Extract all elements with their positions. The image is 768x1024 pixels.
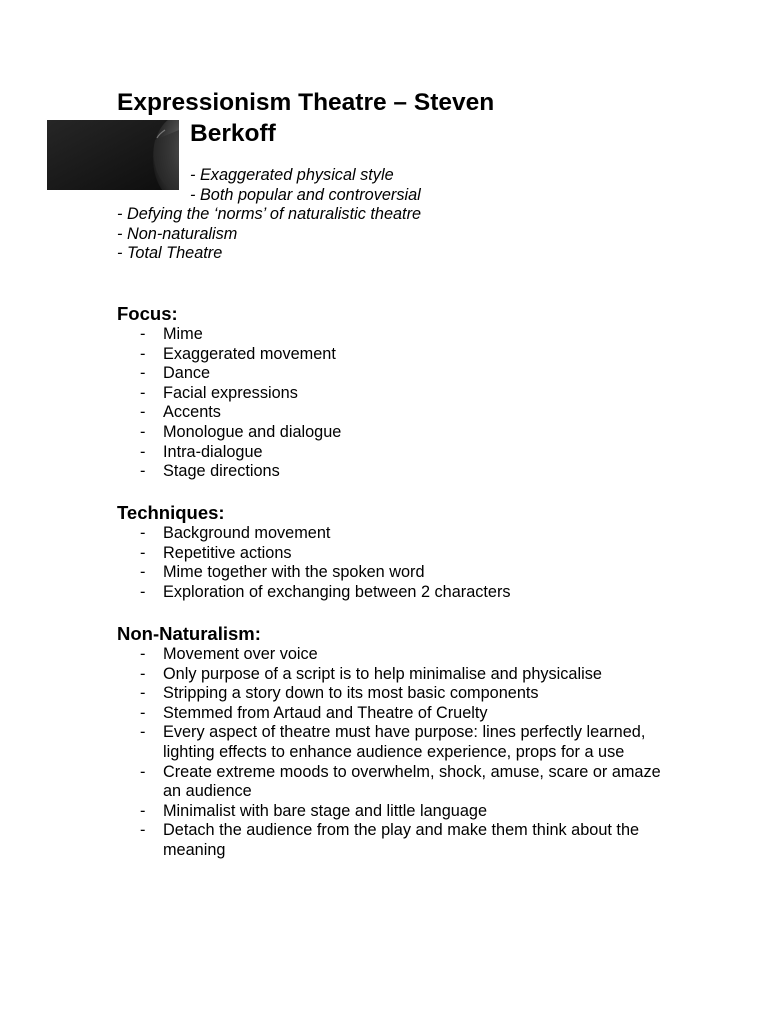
bullet-marker: - bbox=[140, 703, 146, 722]
list-item-text: Stage directions bbox=[163, 462, 280, 481]
list-item bbox=[0, 462, 663, 482]
list-item-text: Background movement bbox=[163, 524, 331, 542]
list-item-text: Exaggerated movement bbox=[163, 344, 336, 363]
bullet-marker: - bbox=[140, 801, 146, 820]
bullet-marker: - bbox=[140, 582, 146, 601]
list-item bbox=[0, 384, 663, 404]
intro-line: - Defying the ‘norms’ of naturalistic theatre bbox=[117, 205, 422, 223]
list-item bbox=[0, 524, 663, 544]
bullet-marker: - bbox=[140, 684, 146, 703]
list-item-text: Mime bbox=[163, 325, 203, 343]
focus-list bbox=[0, 325, 663, 482]
bullet-marker: - bbox=[140, 442, 146, 461]
document-title-continued: Berkoff bbox=[190, 120, 276, 147]
bullet-marker: - bbox=[140, 723, 146, 742]
list-item-text: Detach the audience from the play and make them think about the meaning bbox=[163, 821, 640, 859]
bullet-marker: - bbox=[140, 821, 146, 840]
list-item-text: Create extreme moods to overwhelm, shock, amuse, scare or amaze an audience bbox=[163, 762, 661, 801]
intro-line: - Total Theatre bbox=[117, 244, 223, 262]
list-item bbox=[0, 563, 663, 583]
list-item-text: Stripping a story down to its most basic components bbox=[163, 684, 539, 703]
intro-line: - Non-naturalism bbox=[117, 225, 238, 243]
list-item bbox=[0, 763, 663, 802]
list-item-text: Only purpose of a script is to help minimalise and physicalise bbox=[163, 664, 602, 683]
list-item-text: Mime together with the spoken word bbox=[163, 563, 425, 582]
portrait-photo bbox=[47, 120, 179, 190]
list-item-text: Minimalist with bare stage and little language bbox=[163, 801, 487, 820]
list-item bbox=[0, 325, 663, 345]
non-naturalism-list bbox=[0, 645, 663, 861]
non-naturalism-heading: Non-Naturalism: bbox=[117, 623, 261, 644]
list-item bbox=[0, 345, 663, 365]
list-item-text: Movement over voice bbox=[163, 645, 318, 663]
intro-line: - Both popular and controversial bbox=[190, 186, 421, 204]
list-item-text: Facial expressions bbox=[163, 383, 298, 402]
bullet-marker: - bbox=[140, 403, 146, 422]
portrait-image bbox=[47, 120, 179, 190]
list-item bbox=[0, 665, 663, 685]
list-item bbox=[0, 443, 663, 463]
list-item-text: Exploration of exchanging between 2 characters bbox=[163, 582, 511, 601]
techniques-heading: Techniques: bbox=[117, 502, 225, 523]
list-item-text: Monologue and dialogue bbox=[163, 422, 342, 441]
list-item bbox=[0, 583, 663, 603]
list-item bbox=[0, 364, 663, 384]
list-item bbox=[0, 723, 663, 762]
list-item bbox=[0, 821, 663, 860]
list-item-text: Stemmed from Artaud and Theatre of Cruelty bbox=[163, 703, 488, 722]
bullet-marker: - bbox=[140, 422, 146, 441]
list-item bbox=[0, 544, 663, 564]
bullet-marker: - bbox=[140, 664, 146, 683]
bullet-marker: - bbox=[140, 325, 146, 343]
bullet-marker: - bbox=[140, 543, 146, 562]
bullet-marker: - bbox=[140, 364, 146, 383]
list-item bbox=[0, 423, 663, 443]
bullet-marker: - bbox=[140, 383, 146, 402]
list-item-text: Repetitive actions bbox=[163, 543, 292, 562]
focus-heading: Focus: bbox=[117, 303, 178, 324]
bullet-marker: - bbox=[140, 563, 146, 582]
list-item bbox=[0, 645, 663, 665]
list-item-text: Accents bbox=[163, 403, 221, 422]
bullet-marker: - bbox=[140, 344, 146, 363]
list-item-text: Intra-dialogue bbox=[163, 442, 263, 461]
list-item-text: Every aspect of theatre must have purpose: lines perfectly learned, lighting effects to enhance audience experience, props for a use bbox=[163, 723, 646, 761]
bullet-marker: - bbox=[140, 762, 146, 781]
bullet-marker: - bbox=[140, 462, 146, 481]
list-item bbox=[0, 684, 663, 704]
intro-line: - Exaggerated physical style bbox=[190, 166, 394, 184]
list-item bbox=[0, 802, 663, 822]
list-item bbox=[0, 403, 663, 423]
list-item-text: Dance bbox=[163, 364, 211, 383]
document-title: Expressionism Theatre – Steven bbox=[117, 89, 495, 116]
list-item bbox=[0, 704, 663, 724]
techniques-list bbox=[0, 524, 663, 602]
bullet-marker: - bbox=[140, 645, 146, 663]
bullet-marker: - bbox=[140, 524, 146, 542]
